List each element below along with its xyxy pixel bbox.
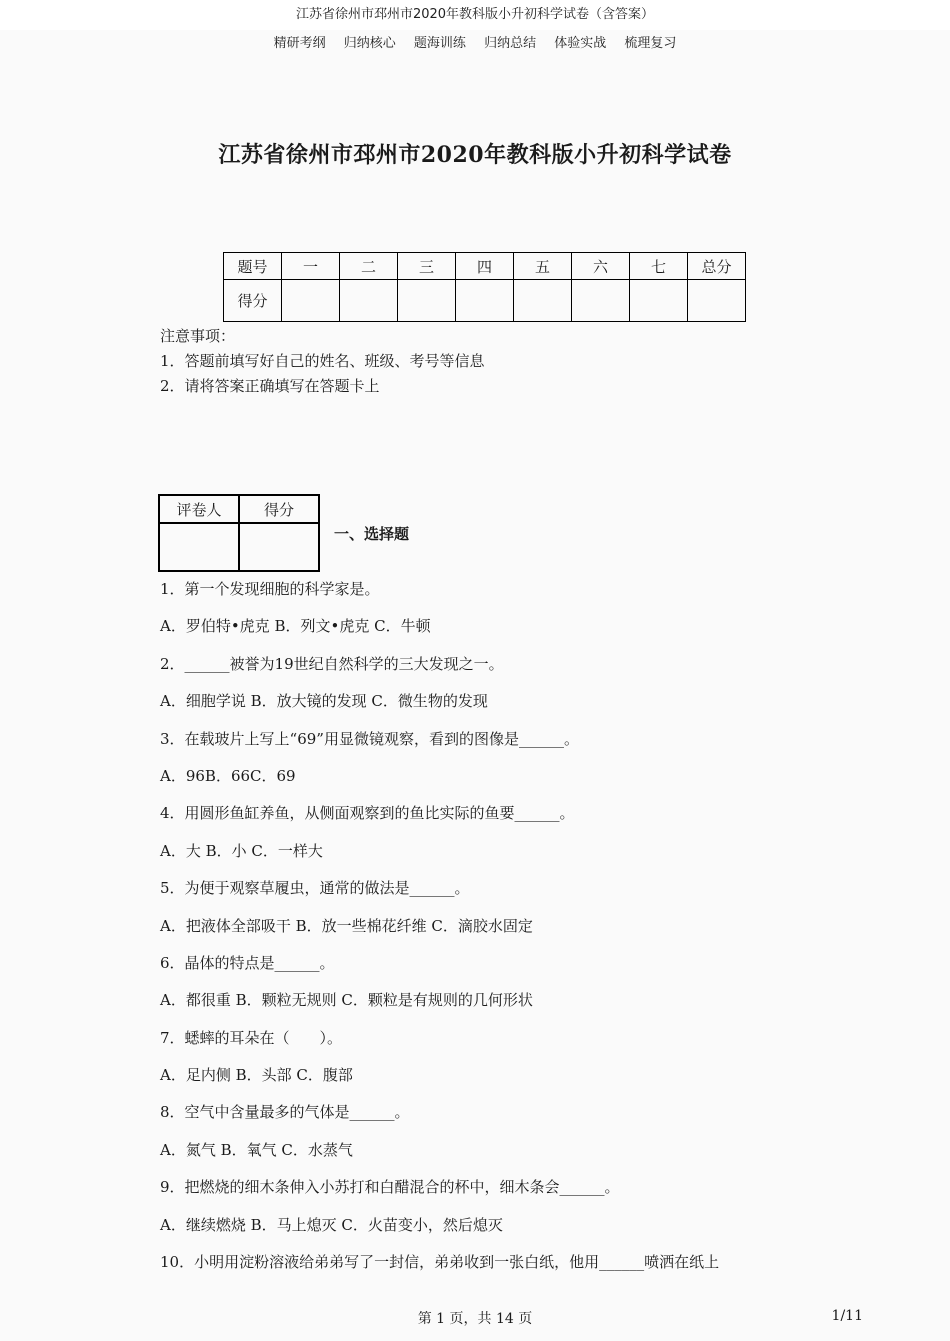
grader-blank-row <box>159 523 319 571</box>
page <box>0 30 950 1341</box>
nav-item: 体验实战 <box>554 36 607 51</box>
grader-score-label: 得分 <box>239 495 319 523</box>
question-line: 5．为便于观察草履虫，通常的做法是______。 <box>160 879 470 898</box>
question-line: 7．蟋蟀的耳朵在（ ）。 <box>160 1028 343 1047</box>
question-line: 8．空气中含量最多的气体是______。 <box>160 1103 410 1122</box>
score-cell: 六 <box>572 253 630 280</box>
score-cell: 一 <box>282 253 340 280</box>
option-line: A．细胞学说 B．放大镜的发现 C．微生物的发现 <box>160 692 488 711</box>
notes-heading: 注意事项： <box>160 327 236 345</box>
score-blank-cell <box>688 280 746 322</box>
grader-label: 评卷人 <box>159 495 239 523</box>
score-table-header-row <box>224 253 746 280</box>
question-line: 3．在载玻片上写上“69”用显微镜观察，看到的图像是______。 <box>160 729 579 748</box>
question-line: 6．晶体的特点是______。 <box>160 953 335 972</box>
grader-table <box>158 494 320 572</box>
score-blank-cell <box>572 280 630 322</box>
question-line: 2．______被誉为19世纪自然科学的三大发现之一。 <box>160 654 504 673</box>
question-line: 10．小明用淀粉溶液给弟弟写了一封信，弟弟收到一张白纸，他用______喷洒在纸上 <box>160 1253 720 1272</box>
score-cell: 题号 <box>224 253 282 280</box>
score-cell: 四 <box>456 253 514 280</box>
exam-title: 江苏省徐州市邳州市2020年教科版小升初科学试卷 <box>218 142 732 168</box>
option-line: A．继续燃烧 B．马上熄灭 C．火苗变小，然后熄灭 <box>160 1215 503 1234</box>
notes-item: 1．答题前填写好自己的姓名、班级、考号等信息 <box>160 352 485 370</box>
page-number: 1/11 <box>831 1308 863 1324</box>
grader-blank-cell <box>159 523 239 571</box>
option-line: A．把液体全部吸干 B．放一些棉花纤维 C．滴胶水固定 <box>160 916 533 935</box>
option-line: A．足内侧 B．头部 C．腹部 <box>160 1066 353 1085</box>
option-line: A．96B．66C．69 <box>160 766 296 785</box>
score-blank-cell <box>630 280 688 322</box>
option-line: A．都很重 B．颗粒无规则 C．颗粒是有规则的几何形状 <box>160 991 533 1010</box>
nav-item: 归纳核心 <box>343 36 396 51</box>
option-line: A．罗伯特•虎克 B．列文•虎克 C．牛顿 <box>160 617 431 636</box>
score-blank-cell <box>456 280 514 322</box>
notes <box>160 324 485 399</box>
nav-item: 精研考纲 <box>273 36 326 51</box>
score-blank-cell <box>340 280 398 322</box>
score-cell: 七 <box>630 253 688 280</box>
question-list <box>160 576 860 1286</box>
score-row-label: 得分 <box>224 280 282 322</box>
score-cell: 总分 <box>688 253 746 280</box>
score-cell: 二 <box>340 253 398 280</box>
nav-item: 梳理复习 <box>624 36 677 51</box>
score-cell: 五 <box>514 253 572 280</box>
option-line: A．氮气 B．氧气 C．水蒸气 <box>160 1140 353 1159</box>
nav-item: 归纳总结 <box>484 36 537 51</box>
score-table <box>223 252 746 322</box>
score-table-score-row <box>224 280 746 322</box>
question-line: 9．把燃烧的细木条伸入小苏打和白醋混合的杯中，细木条会______。 <box>160 1178 620 1197</box>
score-blank-cell <box>398 280 456 322</box>
question-line: 1．第一个发现细胞的科学家是。 <box>160 580 380 598</box>
document-title-bar <box>0 0 950 30</box>
nav-bar <box>0 32 950 51</box>
score-blank-cell <box>514 280 572 322</box>
nav-item: 题海训练 <box>413 36 466 51</box>
document-title: 江苏省徐州市邳州市2020年教科版小升初科学试卷（含答案） <box>295 7 655 22</box>
option-line: A．大 B．小 C．一样大 <box>160 841 323 860</box>
section-title: 一、选择题 <box>334 525 410 543</box>
grader-blank-cell <box>239 523 319 571</box>
grader-header-row <box>159 495 319 523</box>
page-footer: 第 1 页，共 14 页 <box>417 1311 533 1327</box>
score-cell: 三 <box>398 253 456 280</box>
score-blank-cell <box>282 280 340 322</box>
question-line: 4．用圆形鱼缸养鱼，从侧面观察到的鱼比实际的鱼要______。 <box>160 804 575 823</box>
notes-item: 2．请将答案正确填写在答题卡上 <box>160 377 380 395</box>
